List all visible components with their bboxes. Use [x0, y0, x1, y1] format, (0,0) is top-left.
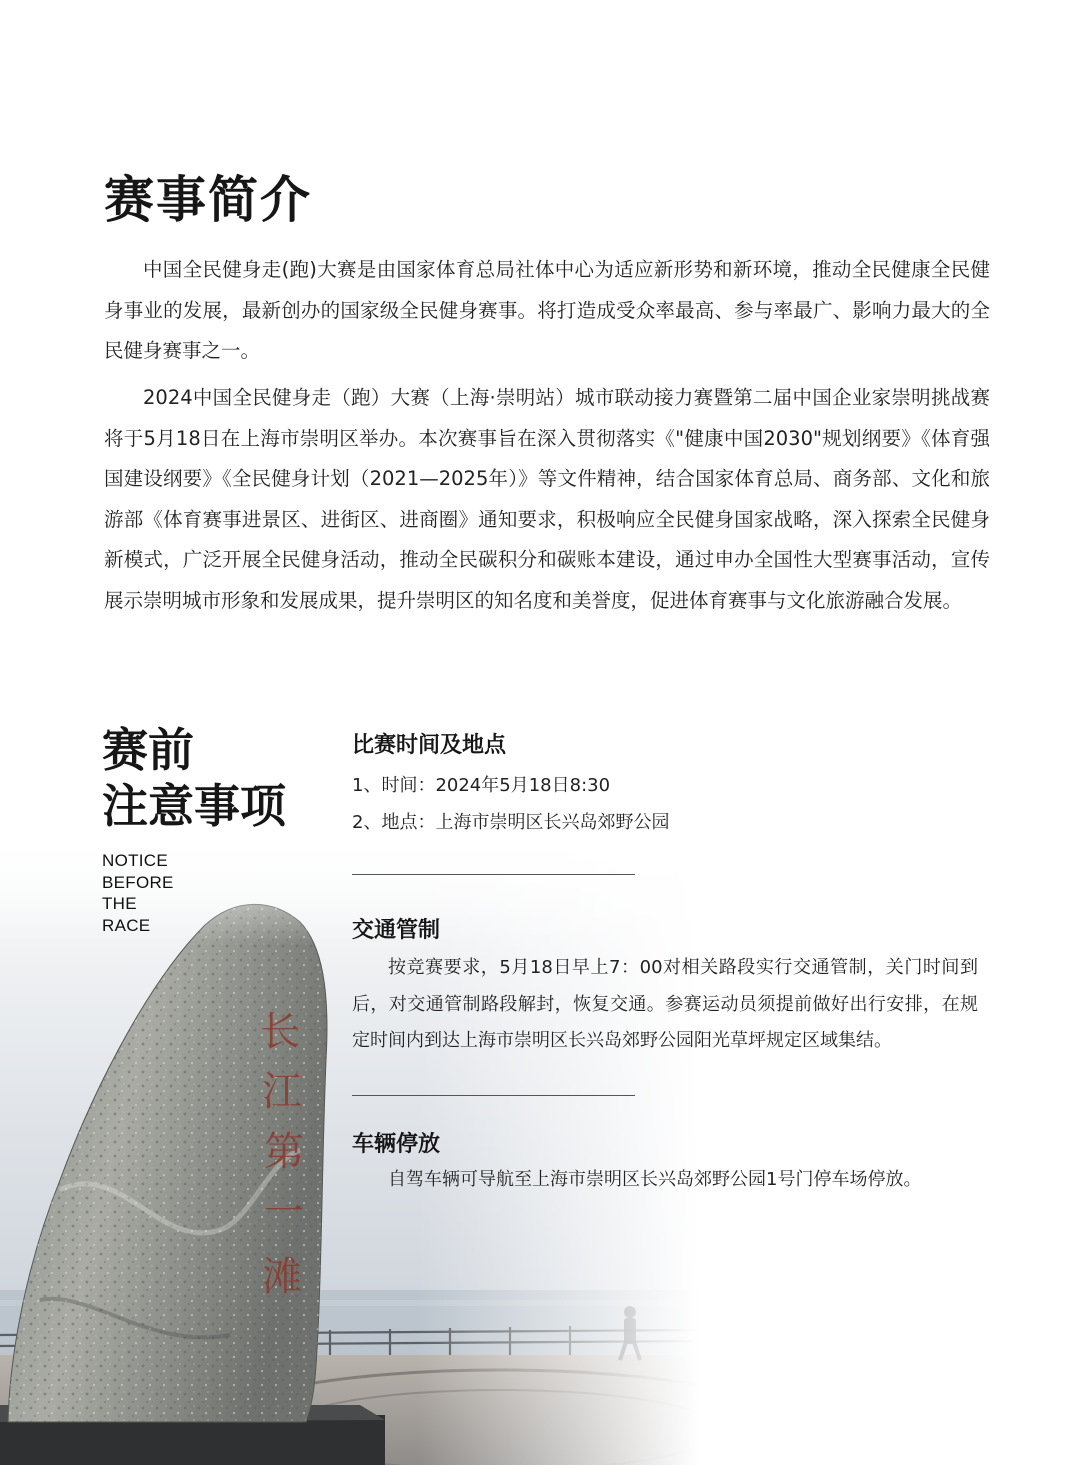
intro-paragraph-1: 中国全民健身走(跑)大赛是由国家体育总局社体中心为适应新形势和新环境，推动全民健康全民健身事业的发展，最新创办的国家级全民健身赛事。将打造成受众率最高、参与率最广、影响力最大的全民健身赛事之一。 [104, 258, 990, 362]
notice-line: BEFORE [102, 872, 174, 892]
prerace-title-line2: 注意事项 [102, 779, 286, 833]
prerace-title [102, 722, 286, 834]
time-place-heading: 比赛时间及地点 [352, 733, 507, 758]
race-time: 1、时间：2024年5月18日8:30 [352, 775, 611, 796]
parking-heading: 车辆停放 [352, 1132, 441, 1157]
traffic-text: 按竞赛要求，5月18日早上7：00对相关路段实行交通管制，关门时间到后，对交通管制路段解封，恢复交通。参赛运动员须提前做好出行安排，在规定时间内到达上海市崇明区长兴岛郊野公园阳光草坪规定区域集结。 [352, 957, 978, 1051]
notice-line: RACE [102, 915, 151, 935]
race-place: 2、地点：上海市崇明区长兴岛郊野公园 [352, 812, 670, 833]
divider [352, 1095, 635, 1096]
intro-paragraph-2: 2024中国全民健身走（跑）大赛（上海·崇明站）城市联动接力赛暨第二届中国企业家崇明挑战赛将于5月18日在上海市崇明区举办。本次赛事旨在深入贯彻落实《"健康中国2030"规划纲要》《体育强国建设纲要》《全民健身计划（2021—2025年）》等文件精神，结合国家体育总局、商务部、文化和旅游部《体育赛事进景区、进街区、进商圈》通知要求，积极响应全民健身国家战略，深入探索全民健身新模式，广泛开展全民健身活动，推动全民碳积分和碳账本建设，通过申办全国性大型赛事活动，宣传展示崇明城市形象和发展成果，提升崇明区的知名度和美誉度，促进体育赛事与文化旅游融合发展。 [104, 386, 990, 612]
notice-line: THE [102, 894, 137, 913]
notice-before-race-label [102, 850, 174, 936]
traffic-heading: 交通管制 [352, 918, 441, 943]
prerace-title-line1: 赛前 [102, 723, 194, 777]
divider [352, 874, 635, 875]
parking-text: 自驾车辆可导航至上海市崇明区长兴岛郊野公园1号门停车场停放。 [388, 1169, 922, 1190]
intro-title: 赛事简介 [104, 171, 312, 229]
notice-line: NOTICE [102, 851, 169, 870]
